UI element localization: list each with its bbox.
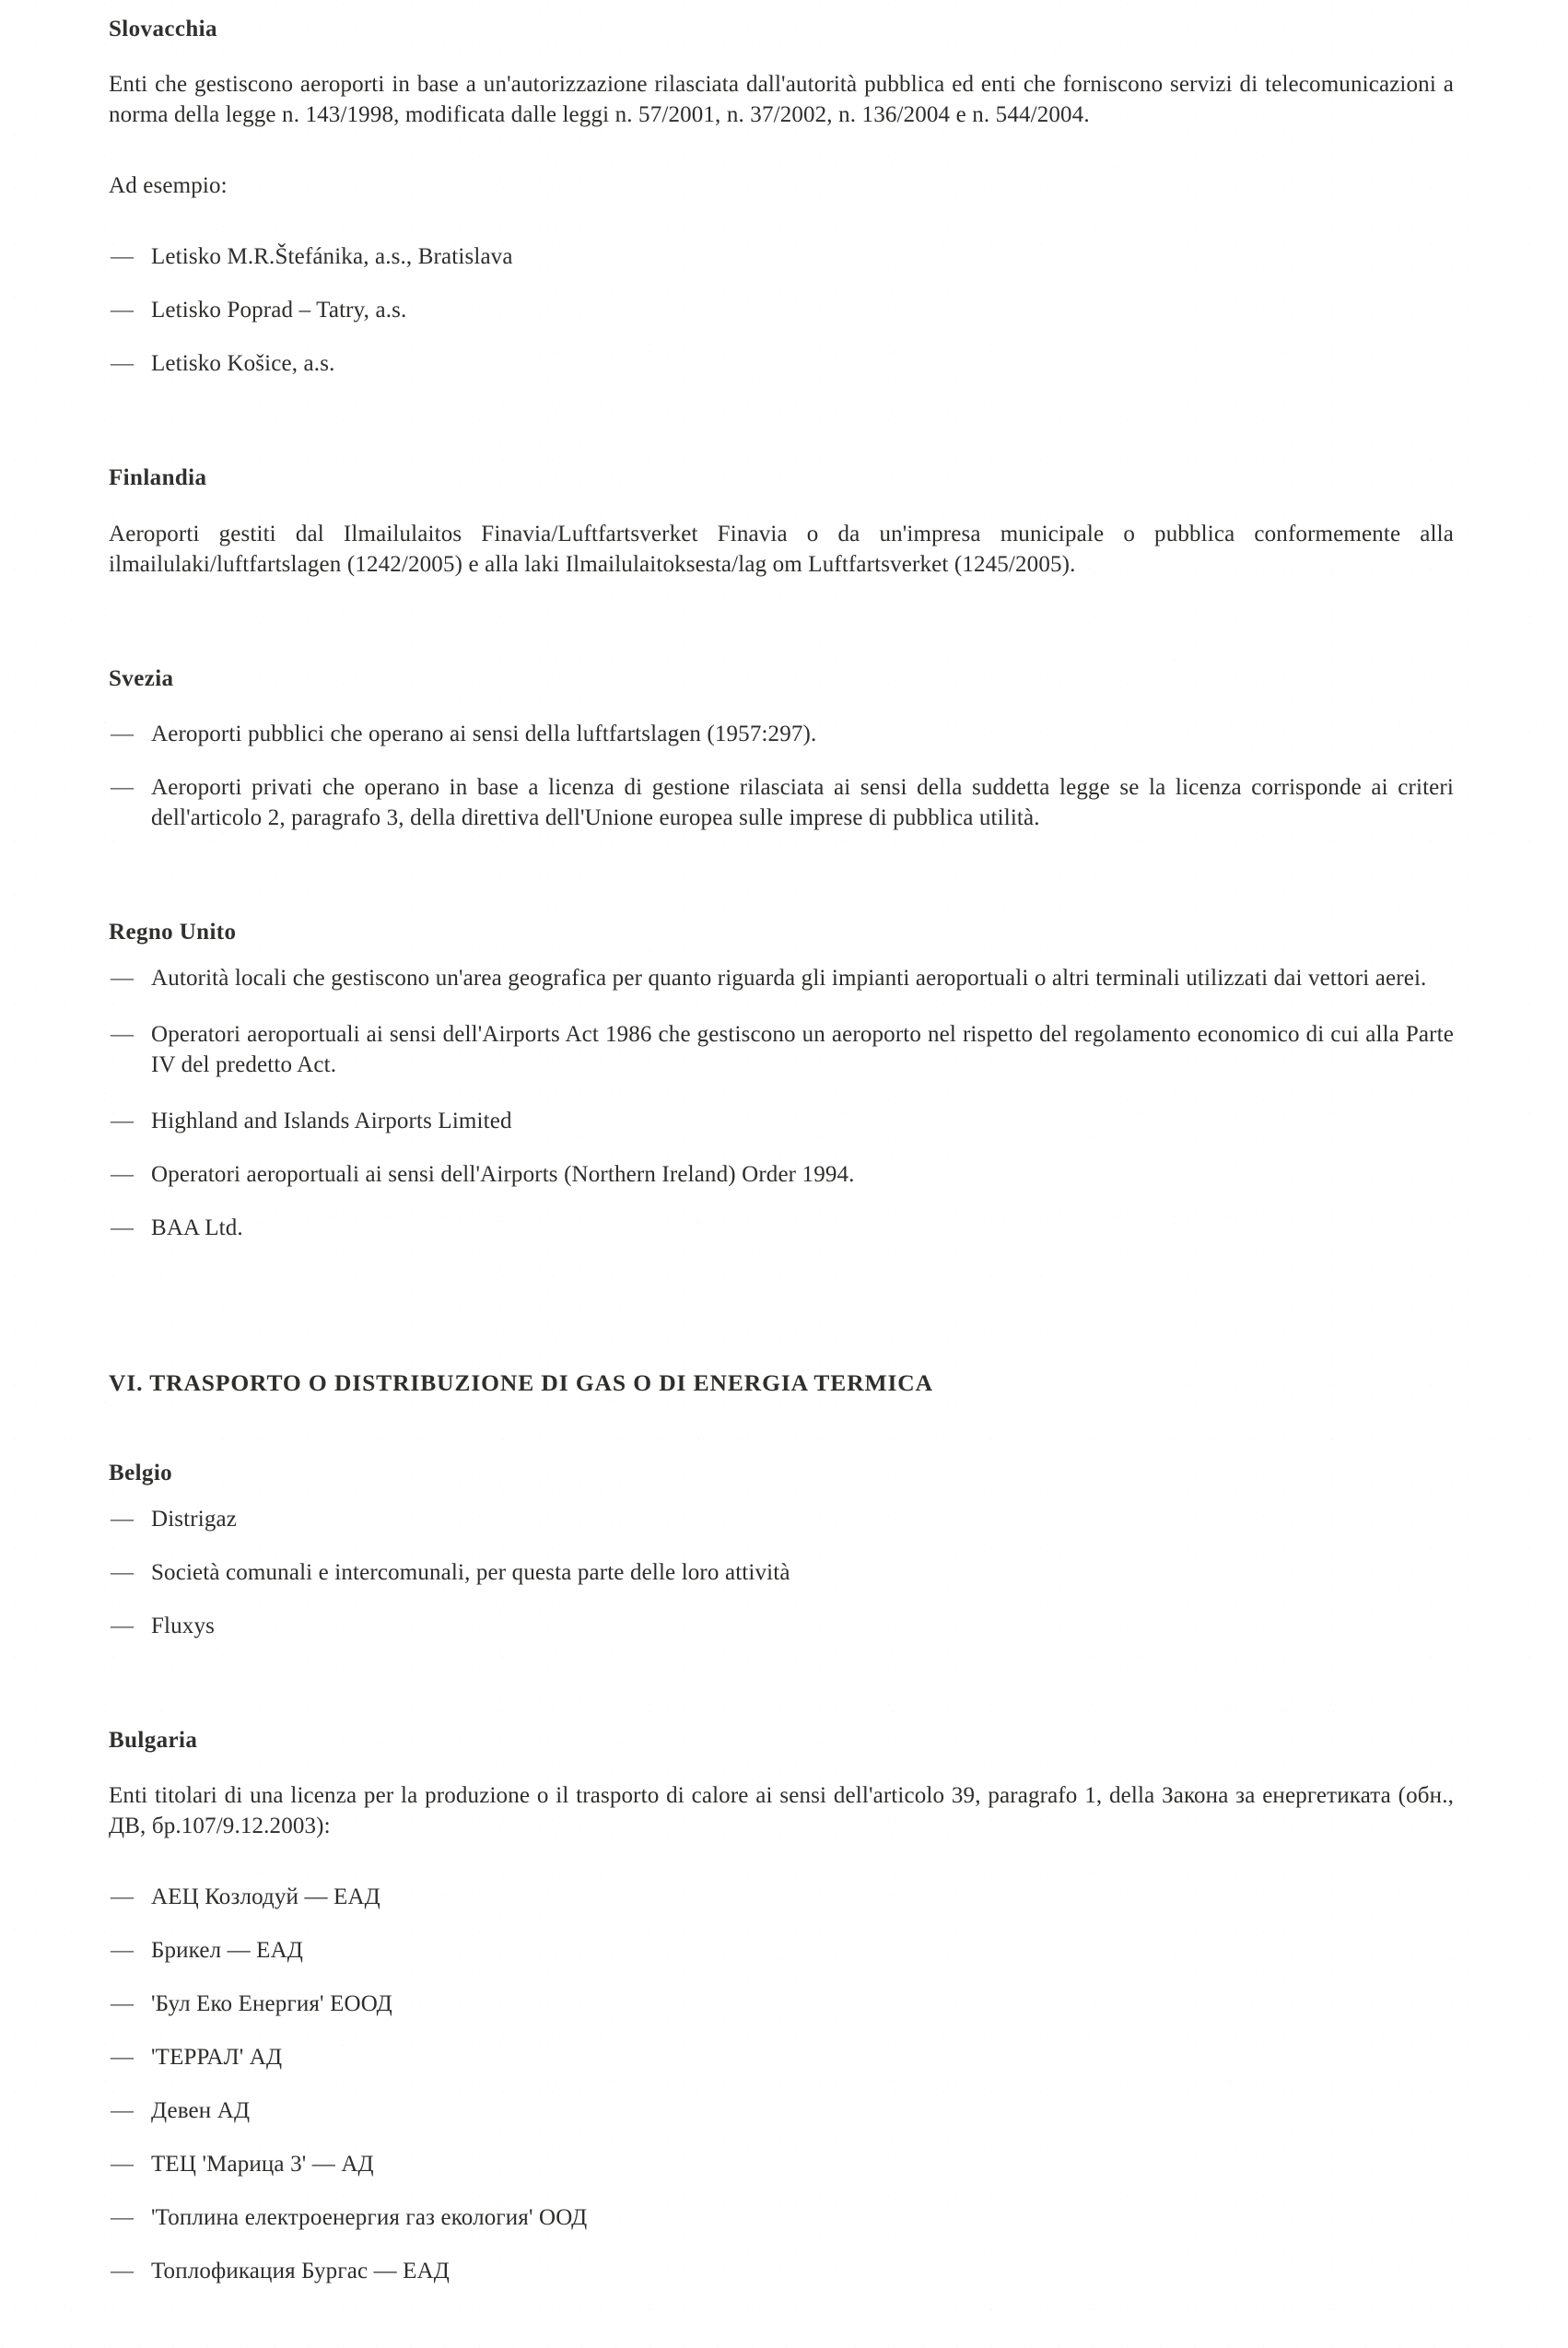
list-item (109, 1019, 1454, 1080)
list-dash-icon: — (111, 2098, 135, 2124)
paragraph-slovacchia-example-lead: Ad esempio: (109, 173, 228, 199)
list-dash-icon: — (111, 1884, 135, 1910)
list-item-label: Letisko Poprad – Tatry, a.s. (151, 298, 407, 323)
list-item (109, 2149, 1454, 2179)
list-item (109, 2042, 1454, 2072)
list-dash-icon: — (111, 774, 135, 800)
list-item (109, 348, 1454, 379)
list-item (109, 2202, 1454, 2233)
list-item-label: Società comunali e intercomunali, per questa parte delle loro attività (151, 1560, 790, 1586)
list-item-label: Operatori aeroportuali ai sensi dell'Airports (Northern Ireland) Order 1994. (151, 1162, 855, 1187)
country-heading-slovacchia: Slovacchia (109, 17, 217, 41)
list-item-label: АЕЦ Козлодуй — ЕАД (151, 1884, 380, 1910)
list-item (109, 719, 1454, 749)
list-dash-icon: — (111, 298, 135, 323)
list-dash-icon: — (111, 1109, 135, 1133)
list-dash-icon: — (111, 1938, 135, 1964)
list-item (109, 295, 1454, 325)
list-dash-icon: — (111, 2045, 135, 2071)
list-item (109, 1557, 1454, 1588)
list-item (109, 1611, 1454, 1641)
list-item (109, 1935, 1454, 1966)
paragraph-finlandia: Aeroporti gestiti dal Ilmailulaitos Finavia/Luftfartsverket Finavia o da un'impresa municipale o pubblica conformemente alla ilmailulaki/luftfartslagen (1242/2005) e alla laki Ilmailulaitoksesta/lag om Luftfartsverket (1245/2005). (109, 521, 1454, 577)
paragraph-slovacchia-intro: Enti che gestiscono aeroporti in base a un'autorizzazione rilasciata dall'autorità pubblica ed enti che forniscono servizi di telecomunicazioni a norma della legge n. 143/1998, modificata dalle leggi n. 57/2001, n. 37/2002, n. 136/2004 e n. 544/2004. (109, 72, 1454, 128)
paragraph-bulgaria-intro: Enti titolari di una licenza per la produzione o il trasporto di calore ai sensi dell'articolo 39, paragrafo 1, della Закона за енергетиката (обн., ДВ, бр.107/9.12.2003): (109, 1783, 1454, 1839)
list-item-label: 'Бул Еко Енергия' ЕООД (151, 1991, 392, 2017)
list-dash-icon: — (111, 1614, 135, 1639)
list-item (109, 1213, 1454, 1243)
list-item-label: BAA Ltd. (151, 1215, 243, 1240)
list-item-label: ТЕЦ 'Марица 3' — АД (151, 2152, 374, 2178)
list-item-label: 'ТЕРРАЛ' АД (151, 2045, 283, 2071)
country-heading-finlandia: Finlandia (109, 465, 207, 491)
country-heading-bulgaria: Bulgaria (109, 1728, 198, 1754)
list-item (109, 1106, 1454, 1136)
list-dash-icon: — (111, 244, 135, 270)
list-item (109, 2096, 1454, 2126)
list-item-label: Fluxys (151, 1614, 215, 1639)
list-item (109, 1504, 1454, 1534)
list-item-label: Letisko Košice, a.s. (151, 351, 335, 377)
list-item (109, 772, 1454, 833)
list-dash-icon: — (111, 1162, 135, 1187)
list-item (109, 1989, 1454, 2019)
country-heading-regno-unito: Regno Unito (109, 919, 237, 945)
list-item-label: Брикел — ЕАД (151, 1938, 304, 1964)
list-item (109, 2256, 1454, 2286)
list-dash-icon: — (111, 1560, 135, 1586)
list-dash-icon: — (111, 2259, 135, 2284)
chapter-title-vi: VI. TRASPORTO O DISTRIBUZIONE DI GAS O DI ENERGIA TERMICA (109, 1369, 933, 1396)
list-item (109, 1159, 1454, 1190)
list-dash-icon: — (111, 1215, 135, 1240)
list-dash-icon: — (111, 721, 135, 746)
list-item-label: 'Топлина електроенергия газ екология' ООД (151, 2205, 588, 2231)
list-dash-icon: — (111, 2152, 135, 2178)
list-item-label: Aeroporti privati che operano in base a licenza di gestione rilasciata ai sensi della suddetta legge se la licenza corrisponde ai criteri dell'articolo 2, paragrafo 3, della direttiva dell'Unione europea sulle imprese di pubblica utilità. (151, 774, 1454, 830)
list-item-label: Operatori aeroportuali ai sensi dell'Airports Act 1986 che gestiscono un aeroporto nel rispetto del regolamento economico di cui alla Parte IV del predetto Act. (151, 1022, 1454, 1077)
country-heading-svezia: Svezia (109, 665, 174, 691)
list-item (109, 241, 1454, 272)
list-item-label: Девен АД (151, 2098, 251, 2124)
list-item-label: Letisko M.R.Štefánika, a.s., Bratislava (151, 244, 513, 270)
list-item-label: Aeroporti pubblici che operano ai sensi della luftfartslagen (1957:297). (151, 721, 817, 746)
list-item-label: Highland and Islands Airports Limited (151, 1109, 512, 1133)
list-dash-icon: — (111, 966, 135, 991)
list-dash-icon: — (111, 1991, 135, 2017)
list-item-label: Топлофикация Бургас — ЕАД (151, 2259, 451, 2284)
list-dash-icon: — (111, 351, 135, 377)
country-heading-belgio: Belgio (109, 1460, 173, 1485)
list-dash-icon: — (111, 2205, 135, 2231)
page-content (109, 0, 1454, 2286)
list-item (109, 963, 1454, 993)
list-item-label: Autorità locali che gestiscono un'area geografica per quanto riguarda gli impianti aeroportuali o altri terminali utilizzati dai vettori aerei. (151, 966, 1427, 991)
list-item (109, 1882, 1454, 1912)
list-item-label: Distrigaz (151, 1507, 237, 1532)
list-dash-icon: — (111, 1022, 135, 1047)
list-dash-icon: — (111, 1507, 135, 1532)
